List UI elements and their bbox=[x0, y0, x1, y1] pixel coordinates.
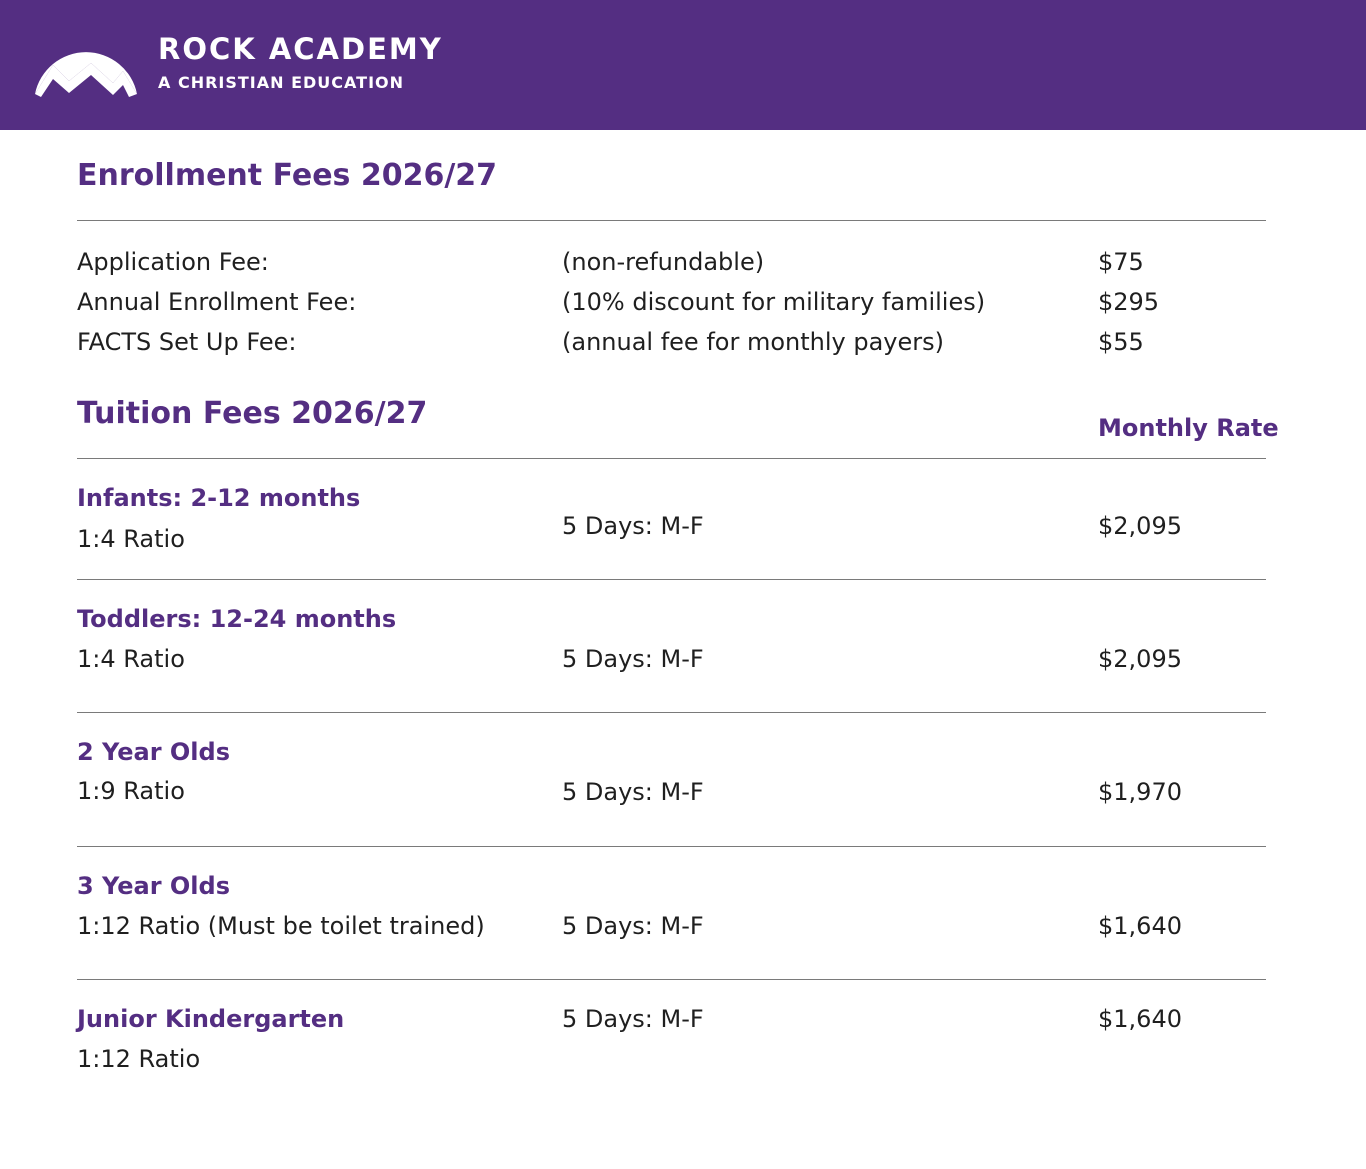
program-schedule: 5 Days: M-F bbox=[562, 645, 704, 673]
program-name: 2 Year Olds bbox=[77, 738, 230, 766]
header-banner bbox=[0, 0, 1366, 130]
divider bbox=[77, 458, 1266, 459]
fee-label: Annual Enrollment Fee: bbox=[77, 288, 357, 316]
divider bbox=[77, 220, 1266, 221]
program-ratio: 1:4 Ratio bbox=[77, 645, 185, 673]
program-schedule: 5 Days: M-F bbox=[562, 912, 704, 940]
fee-note: (10% discount for military families) bbox=[562, 288, 986, 316]
fee-amount: $55 bbox=[1098, 328, 1144, 356]
program-rate: $2,095 bbox=[1098, 645, 1182, 673]
divider bbox=[77, 979, 1266, 980]
brand-name: ROCK ACADEMY bbox=[158, 32, 443, 66]
fee-amount: $295 bbox=[1098, 288, 1160, 316]
fee-label: FACTS Set Up Fee: bbox=[77, 328, 297, 356]
program-name: Infants: 2-12 months bbox=[77, 484, 361, 512]
brand-tagline: A CHRISTIAN EDUCATION bbox=[158, 73, 405, 92]
divider bbox=[77, 579, 1266, 580]
program-rate: $1,640 bbox=[1098, 1005, 1182, 1033]
enrollment-title: Enrollment Fees 2026/27 bbox=[77, 158, 498, 193]
fee-amount: $75 bbox=[1098, 248, 1144, 276]
program-schedule: 5 Days: M-F bbox=[562, 512, 704, 540]
tuition-title: Tuition Fees 2026/27 bbox=[77, 396, 428, 431]
program-rate: $1,970 bbox=[1098, 778, 1182, 806]
divider bbox=[77, 846, 1266, 847]
program-ratio: 1:9 Ratio bbox=[77, 777, 185, 805]
program-ratio: 1:12 Ratio (Must be toilet trained) bbox=[77, 912, 485, 940]
mountain-logo-icon bbox=[33, 21, 139, 99]
fee-note: (non-refundable) bbox=[562, 248, 765, 276]
program-name: Toddlers: 12-24 months bbox=[77, 605, 397, 633]
divider bbox=[77, 712, 1266, 713]
fee-label: Application Fee: bbox=[77, 248, 269, 276]
program-rate: $2,095 bbox=[1098, 512, 1182, 540]
program-schedule: 5 Days: M-F bbox=[562, 1005, 704, 1033]
monthly-rate-header: Monthly Rate bbox=[1098, 414, 1279, 442]
program-ratio: 1:4 Ratio bbox=[77, 525, 185, 553]
program-ratio: 1:12 Ratio bbox=[77, 1045, 201, 1073]
program-name: 3 Year Olds bbox=[77, 872, 230, 900]
program-name: Junior Kindergarten bbox=[77, 1005, 345, 1033]
fee-note: (annual fee for monthly payers) bbox=[562, 328, 944, 356]
program-schedule: 5 Days: M-F bbox=[562, 778, 704, 806]
program-rate: $1,640 bbox=[1098, 912, 1182, 940]
